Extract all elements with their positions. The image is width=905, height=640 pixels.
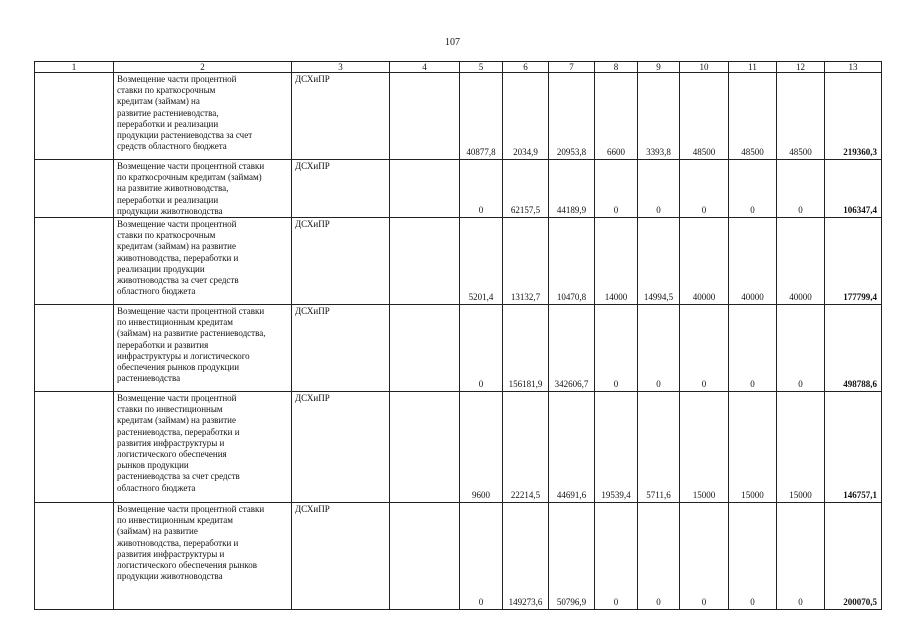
header-cell: 5: [460, 62, 503, 73]
budget-table: [34, 61, 882, 610]
value-cell: 40000: [729, 218, 777, 305]
value-cell: 62157,5: [503, 160, 549, 218]
value-cell: 0: [460, 160, 503, 218]
header-cell: 1: [35, 62, 114, 73]
value-cell: 9600: [460, 392, 503, 503]
value-cell: 3393,8: [638, 73, 680, 160]
table-row: [35, 392, 882, 503]
measure-name-cell: Возмещение части процентной ставки по краткосрочным кредитам (займам) на развитие растениеводства, переработки и реализации продукции растениеводства за счет средств областного бюджета: [114, 73, 292, 160]
value-cell: [390, 503, 460, 610]
value-cell: 48500: [680, 73, 729, 160]
measure-name-cell: Возмещение части процентной ставки по инвестиционным кредитам (займам) на развитие растениеводства, переработки и развития инфраструктуры и логистического обеспечения рынков продукции растениеводства за счет средств областного бюджета: [114, 392, 292, 503]
value-cell: 48500: [729, 73, 777, 160]
value-cell: 0: [729, 160, 777, 218]
value-cell: 0: [777, 160, 825, 218]
value-cell: [390, 160, 460, 218]
header-cell: 4: [390, 62, 460, 73]
value-cell: 0: [680, 503, 729, 610]
blank-cell: [35, 503, 114, 610]
value-cell: 0: [638, 305, 680, 392]
total-cell: 219360,3: [825, 73, 882, 160]
value-cell: 0: [777, 503, 825, 610]
measure-name-cell: Возмещение части процентной ставки по инвестиционным кредитам (займам) на развитие животноводства, переработки и развития инфраструктуры и логистического обеспечения рынков продукции животноводства: [114, 503, 292, 610]
page-number: 107: [445, 37, 460, 48]
table-row: [35, 73, 882, 160]
value-cell: [390, 392, 460, 503]
value-cell: 342606,7: [549, 305, 595, 392]
value-cell: 40000: [777, 218, 825, 305]
value-cell: 10470,8: [549, 218, 595, 305]
blank-cell: [35, 305, 114, 392]
header-cell: 2: [114, 62, 292, 73]
blank-cell: [35, 73, 114, 160]
table-row: [35, 218, 882, 305]
value-cell: 14000: [595, 218, 638, 305]
table-row: [35, 305, 882, 392]
value-cell: 156181,9: [503, 305, 549, 392]
value-cell: 0: [595, 160, 638, 218]
executor-cell: ДСХиПР: [292, 392, 390, 503]
value-cell: 48500: [777, 73, 825, 160]
header-cell: 11: [729, 62, 777, 73]
value-cell: 0: [638, 160, 680, 218]
value-cell: 44189,9: [549, 160, 595, 218]
value-cell: 0: [595, 503, 638, 610]
total-cell: 498788,6: [825, 305, 882, 392]
blank-cell: [35, 218, 114, 305]
measure-name-cell: Возмещение части процентной ставки по краткосрочным кредитам (займам) на развитие животноводства, переработки и реализации продукции животноводства: [114, 160, 292, 218]
value-cell: [390, 218, 460, 305]
value-cell: 0: [729, 503, 777, 610]
total-cell: 106347,4: [825, 160, 882, 218]
table-row: [35, 160, 882, 218]
value-cell: 19539,4: [595, 392, 638, 503]
value-cell: 0: [729, 305, 777, 392]
executor-cell: ДСХиПР: [292, 160, 390, 218]
value-cell: 15000: [777, 392, 825, 503]
executor-cell: ДСХиПР: [292, 218, 390, 305]
value-cell: 149273,6: [503, 503, 549, 610]
value-cell: 0: [777, 305, 825, 392]
total-cell: 146757,1: [825, 392, 882, 503]
header-cell: 13: [825, 62, 882, 73]
blank-cell: [35, 160, 114, 218]
value-cell: 0: [595, 305, 638, 392]
value-cell: 15000: [729, 392, 777, 503]
measure-name-cell: Возмещение части процентной ставки по краткосрочным кредитам (займам) на развитие животноводства, переработки и реализации продукции животноводства за счет средств областного бюджета: [114, 218, 292, 305]
value-cell: 5711,6: [638, 392, 680, 503]
value-cell: [390, 305, 460, 392]
executor-cell: ДСХиПР: [292, 305, 390, 392]
header-cell: 10: [680, 62, 729, 73]
total-cell: 177799,4: [825, 218, 882, 305]
value-cell: 5201,4: [460, 218, 503, 305]
header-cell: 3: [292, 62, 390, 73]
header-cell: 7: [549, 62, 595, 73]
header-row: [35, 62, 882, 73]
value-cell: 40000: [680, 218, 729, 305]
value-cell: 14994,5: [638, 218, 680, 305]
total-cell: 200070,5: [825, 503, 882, 610]
value-cell: 22214,5: [503, 392, 549, 503]
header-cell: 8: [595, 62, 638, 73]
value-cell: 50796,9: [549, 503, 595, 610]
value-cell: 6600: [595, 73, 638, 160]
value-cell: 0: [638, 503, 680, 610]
executor-cell: ДСХиПР: [292, 503, 390, 610]
measure-name-cell: Возмещение части процентной ставки по инвестиционным кредитам (займам) на развитие растениеводства, переработки и развития инфраструктуры и логистического обеспечения рынков продукции растениеводства: [114, 305, 292, 392]
executor-cell: ДСХиПР: [292, 73, 390, 160]
header-cell: 9: [638, 62, 680, 73]
value-cell: 0: [460, 503, 503, 610]
value-cell: 15000: [680, 392, 729, 503]
value-cell: 2034,9: [503, 73, 549, 160]
value-cell: 0: [680, 305, 729, 392]
header-cell: 12: [777, 62, 825, 73]
table-row: [35, 503, 882, 610]
value-cell: 0: [460, 305, 503, 392]
value-cell: 13132,7: [503, 218, 549, 305]
header-cell: 6: [503, 62, 549, 73]
value-cell: 40877,8: [460, 73, 503, 160]
blank-cell: [35, 392, 114, 503]
value-cell: 44691,6: [549, 392, 595, 503]
value-cell: 20953,8: [549, 73, 595, 160]
value-cell: [390, 73, 460, 160]
value-cell: 0: [680, 160, 729, 218]
